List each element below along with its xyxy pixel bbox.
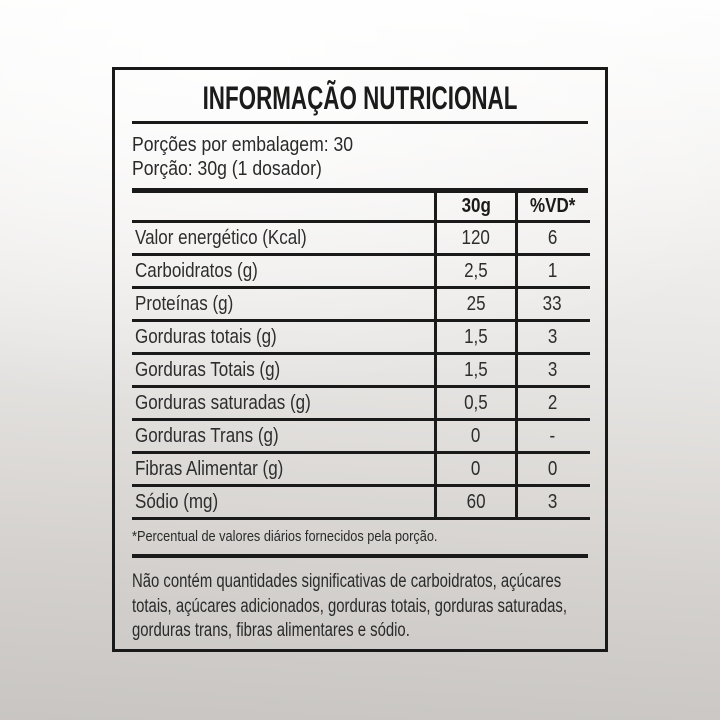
table-header-row [132, 193, 590, 223]
nutrient-name: Valor energético (Kcal) [135, 226, 307, 249]
label-title: INFORMAÇÃO NUTRICIONAL [202, 80, 518, 116]
table-row [132, 388, 590, 421]
footnote-divider [132, 554, 588, 558]
nutrient-dv: 3 [515, 355, 587, 385]
nutrient-amount: 1,5 [434, 355, 515, 385]
nutrient-dv: 6 [515, 223, 587, 253]
nutrient-amount: 0,5 [434, 388, 515, 418]
nutrition-label [112, 67, 608, 652]
nutrient-dv: 3 [515, 322, 587, 352]
servings-per-package-line: Porções por embalagem: 30 [132, 134, 354, 156]
insignificant-amounts-disclaimer: Não contém quantidades significativas de carboidratos, açúcares totais, açúcares adicionados, gorduras totais, gorduras saturadas, gorduras trans, fibras alimentares e sódio. [132, 571, 567, 641]
nutrient-name: Gorduras Totais (g) [135, 358, 281, 381]
nutrient-name: Sódio (mg) [135, 490, 219, 513]
table-row [132, 223, 590, 256]
nutrient-amount: 1,5 [434, 322, 515, 352]
dv-column-header: %VD* [515, 193, 587, 220]
nutrient-dv: 2 [515, 388, 587, 418]
nutrient-name: Proteínas (g) [135, 292, 234, 315]
nutrient-name: Carboidratos (g) [135, 259, 258, 282]
portion-size-line: Porção: 30g (1 dosador) [132, 158, 322, 180]
table-row [132, 289, 590, 322]
nutrient-amount: 2,5 [434, 256, 515, 286]
table-row [132, 355, 590, 388]
nutrient-dv: 0 [515, 454, 587, 484]
table-row [132, 322, 590, 355]
serving-info [132, 133, 590, 181]
nutrient-amount: 25 [434, 289, 515, 319]
nutrient-name: Gorduras saturadas (g) [135, 391, 311, 414]
amount-column-header: 30g [434, 193, 515, 220]
nutrient-dv: 33 [515, 289, 587, 319]
nutrient-name: Gorduras Trans (g) [135, 424, 279, 447]
table-row [132, 454, 590, 487]
nutrient-dv: - [515, 421, 587, 451]
table-row [132, 421, 590, 454]
table-row [132, 487, 590, 520]
nutrient-amount: 0 [434, 454, 515, 484]
nutrient-dv: 3 [515, 487, 587, 517]
nutrient-column-header [132, 193, 434, 220]
daily-value-footnote: *Percentual de valores diários fornecidos pela porção. [132, 528, 438, 545]
nutrient-amount: 120 [434, 223, 515, 253]
nutrition-table [132, 193, 590, 520]
nutrient-name: Fibras Alimentar (g) [135, 457, 284, 480]
title-divider [132, 121, 588, 124]
nutrient-amount: 60 [434, 487, 515, 517]
nutrient-dv: 1 [515, 256, 587, 286]
table-row [132, 256, 590, 289]
nutrient-name: Gorduras totais (g) [135, 325, 277, 348]
nutrient-amount: 0 [434, 421, 515, 451]
